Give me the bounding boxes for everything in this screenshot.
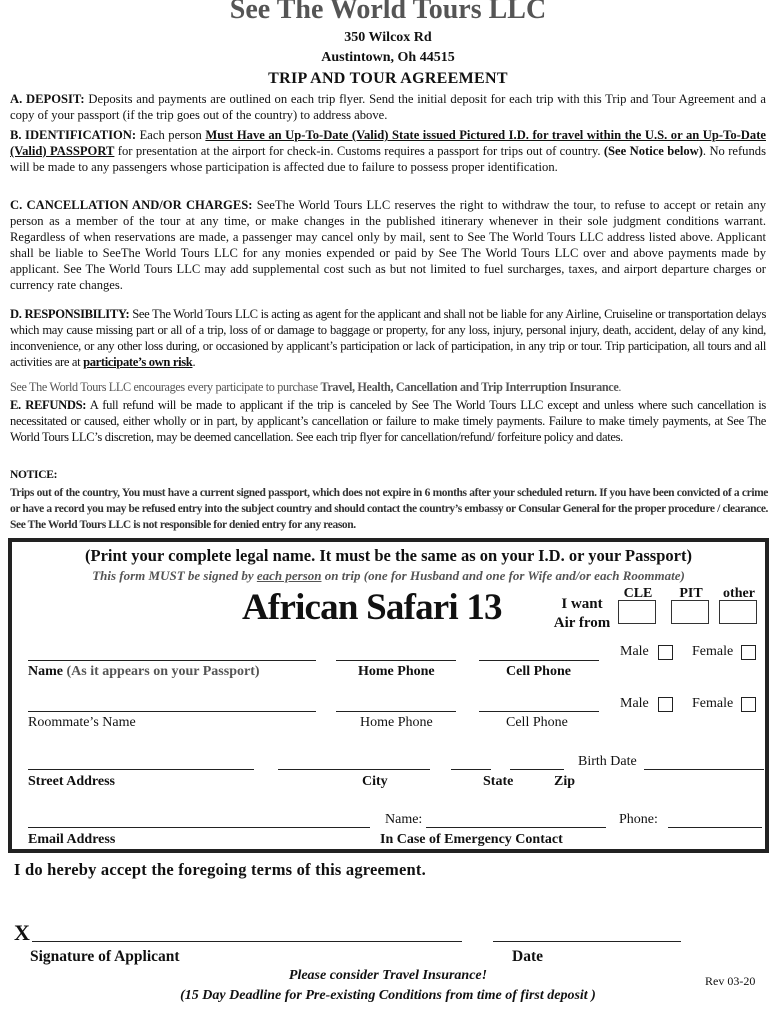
- revision-label: Rev 03-20: [705, 974, 756, 988]
- name-label: Name: [28, 664, 63, 679]
- refunds-section: [10, 397, 766, 445]
- responsibility-label: D. RESPONSIBILITY:: [10, 307, 130, 321]
- email-address-label: Email Address: [28, 832, 116, 847]
- male-label: Male: [620, 644, 649, 659]
- air-from-line-1: I want: [561, 596, 603, 612]
- identification-text-1: Each person: [136, 128, 206, 142]
- responsibility-text: See The World Tours LLC is acting as agent for the applicant and shall not be liable for any Airline, Cruiseline or transportation delays which may cause missing part or all of a trip, loss of or damage to baggage or property, for any loss, injury, personal injury, death, accident, delay of any kind, inconvenience, or any other loss during, or occasioned by applicant’s participation or lack of participation, in any trip or tour. Trip participation, all tours and all activities are at: [10, 307, 767, 369]
- own-risk-emphasis: participate’s own risk: [83, 355, 193, 369]
- responsibility-section: [10, 306, 766, 370]
- insurance-note-emphasis: Travel, Health, Cancellation and Trip Interruption Insurance: [320, 380, 619, 394]
- trip-name: African Safari 13: [242, 587, 502, 628]
- signature-field[interactable]: [32, 941, 462, 942]
- name-hint: (As it appears on your Passport): [63, 664, 260, 679]
- emergency-contact-label: In Case of Emergency Contact: [380, 832, 563, 847]
- male-checkbox[interactable]: [658, 645, 673, 660]
- roommate-name-field[interactable]: [28, 711, 316, 712]
- roommate-male-label: Male: [620, 696, 649, 711]
- roommate-cell-phone-field[interactable]: [479, 711, 599, 712]
- airport-pit-label: PIT: [679, 586, 703, 601]
- roommate-female-checkbox[interactable]: [741, 697, 756, 712]
- airport-other-checkbox[interactable]: [719, 600, 757, 624]
- roommate-home-phone-label: Home Phone: [360, 715, 433, 730]
- home-phone-field[interactable]: [336, 660, 456, 661]
- emergency-name-label: Name:: [385, 812, 423, 827]
- acceptance-statement: I do hereby accept the foregoing terms of this agreement.: [14, 860, 426, 879]
- home-phone-label: Home Phone: [358, 664, 435, 679]
- sign-instruction-emphasis: each person: [256, 568, 322, 583]
- state-label: State: [483, 774, 514, 789]
- insurance-note-text: See The World Tours LLC encourages every participate to purchase: [10, 380, 321, 394]
- date-label: Date: [512, 948, 543, 965]
- roommate-name-label: Roommate’s Name: [28, 715, 136, 730]
- airport-cle-checkbox[interactable]: [618, 600, 656, 624]
- cell-phone-field[interactable]: [479, 660, 599, 661]
- city-label: City: [362, 774, 388, 789]
- street-address-label: Street Address: [28, 774, 115, 789]
- cancellation-text: SeeThe World Tours LLC reserves the right to withdraw the tour, to refuse to accept or retain any person as a member of the tour at any time, or make changes in the published itinerary whenever in their sole judgment conditions warrant. Regardless of when reservations are made, a passenger may cancel only by mail, sent to See The World Tours LLC address listed above. Applicant shall be liable to SeeThe World Tours LLC for any monies expended or paid by See The World Tours LLC over and above payments made by applicant. See The World Tours LLC may add supplemental cost such as but not limited to fuel surcharges, taxes, and airport departure charges or currency rate changes.: [10, 198, 766, 292]
- name-field[interactable]: [28, 660, 316, 661]
- address-line-1: 350 Wilcox Rd: [344, 30, 432, 45]
- notice-text: Trips out of the country, You must have a current signed passport, which does not expire in 6 months after your scheduled return. If you have been convicted of a crime or have a record you may be refused entry into the subject country and should contact the country’s embassy or Consular General for the proper procedure / clearance. See The World Tours LLC is not responsible for denied entry for any reason.: [10, 487, 768, 531]
- insurance-reminder: Please consider Travel Insurance!: [288, 968, 488, 983]
- airport-pit-checkbox[interactable]: [671, 600, 709, 624]
- air-from-label: [542, 595, 622, 633]
- registration-form: [8, 538, 769, 853]
- cancellation-label: C. CANCELLATION AND/OR CHARGES:: [10, 198, 253, 212]
- identification-emphasis: Must Have an Up-To-Date (Valid) State issued Pictured I.D. for travel within the U.S. or an Up-To-Date (Valid) PASSPORT: [10, 128, 766, 158]
- agreement-title: TRIP AND TOUR AGREEMENT: [268, 70, 508, 87]
- zip-field[interactable]: [510, 769, 564, 770]
- female-checkbox[interactable]: [741, 645, 756, 660]
- sign-instruction-pre: This form MUST be signed by: [92, 568, 257, 583]
- deposit-text: Deposits and payments are outlined on each trip flyer. Send the initial deposit for each trip with this Trip and Tour Agreement and a copy of your passport (if the trip goes out of the country) to address above.: [10, 92, 766, 122]
- emergency-name-field[interactable]: [426, 827, 606, 828]
- birth-date-label: Birth Date: [578, 754, 637, 769]
- emergency-phone-label: Phone:: [619, 812, 658, 827]
- see-notice: (See Notice below): [603, 144, 703, 158]
- airport-other-label: other: [723, 586, 755, 601]
- identification-text-2: for presentation at the airport for check-in. Customs requires a passport for trips out of country.: [114, 144, 604, 158]
- print-instruction: (Print your complete legal name. It must be the same as on your I.D. or your Passport): [85, 546, 692, 565]
- cancellation-section: [10, 197, 766, 293]
- deposit-section: [10, 91, 766, 123]
- name-label-wrap: [28, 664, 260, 680]
- roommate-male-checkbox[interactable]: [658, 697, 673, 712]
- city-field[interactable]: [278, 769, 430, 770]
- notice-label: NOTICE:: [10, 469, 58, 481]
- cell-phone-label: Cell Phone: [506, 664, 571, 679]
- birth-date-field[interactable]: [644, 769, 764, 770]
- zip-label: Zip: [554, 774, 576, 789]
- identification-section: [10, 127, 766, 175]
- address-line-2: Austintown, Oh 44515: [321, 50, 455, 65]
- responsibility-end: .: [192, 355, 196, 369]
- identification-text-3: . No refunds will be made to any passengers whose participation is affected due to failure to possess proper identification.: [10, 144, 766, 174]
- street-address-field[interactable]: [28, 769, 254, 770]
- refunds-label: E. REFUNDS:: [10, 398, 87, 412]
- refunds-text: A full refund will be made to applicant if the trip is canceled by See The World Tours LLC except and unless where such cancellation is necessitated or caused, either wholly or in part, by applicant’s cancellation or failure to make timely payments. Failure to make timely payments, at See The World Tours LLC’s discretion, may be deemed cancellation. See each trip flyer for cancellation/refund/ forfeiture policy and dates.: [10, 398, 766, 444]
- roommate-cell-phone-label: Cell Phone: [506, 715, 568, 730]
- emergency-phone-field[interactable]: [668, 827, 762, 828]
- date-field[interactable]: [493, 941, 681, 942]
- female-label: Female: [692, 644, 734, 659]
- identification-label: B. IDENTIFICATION:: [10, 128, 137, 142]
- email-address-field[interactable]: [28, 827, 370, 828]
- sign-instruction-post: on trip (one for Husband and one for Wife and/or each Roommate): [321, 568, 685, 583]
- roommate-female-label: Female: [692, 696, 734, 711]
- signature-label: Signature of Applicant: [30, 948, 180, 965]
- state-field[interactable]: [451, 769, 491, 770]
- insurance-note: [10, 379, 766, 395]
- signature-x-mark: X: [14, 920, 30, 945]
- deposit-label: A. DEPOSIT:: [10, 92, 85, 106]
- roommate-home-phone-field[interactable]: [336, 711, 456, 712]
- sign-instruction: [12, 568, 765, 584]
- company-name: See The World Tours LLC: [229, 0, 547, 25]
- insurance-note-end: .: [618, 380, 622, 394]
- airport-cle-label: CLE: [623, 586, 653, 601]
- air-from-line-2: Air from: [553, 615, 611, 631]
- deadline-note: (15 Day Deadline for Pre-existing Conditions from time of first deposit ): [180, 988, 596, 1003]
